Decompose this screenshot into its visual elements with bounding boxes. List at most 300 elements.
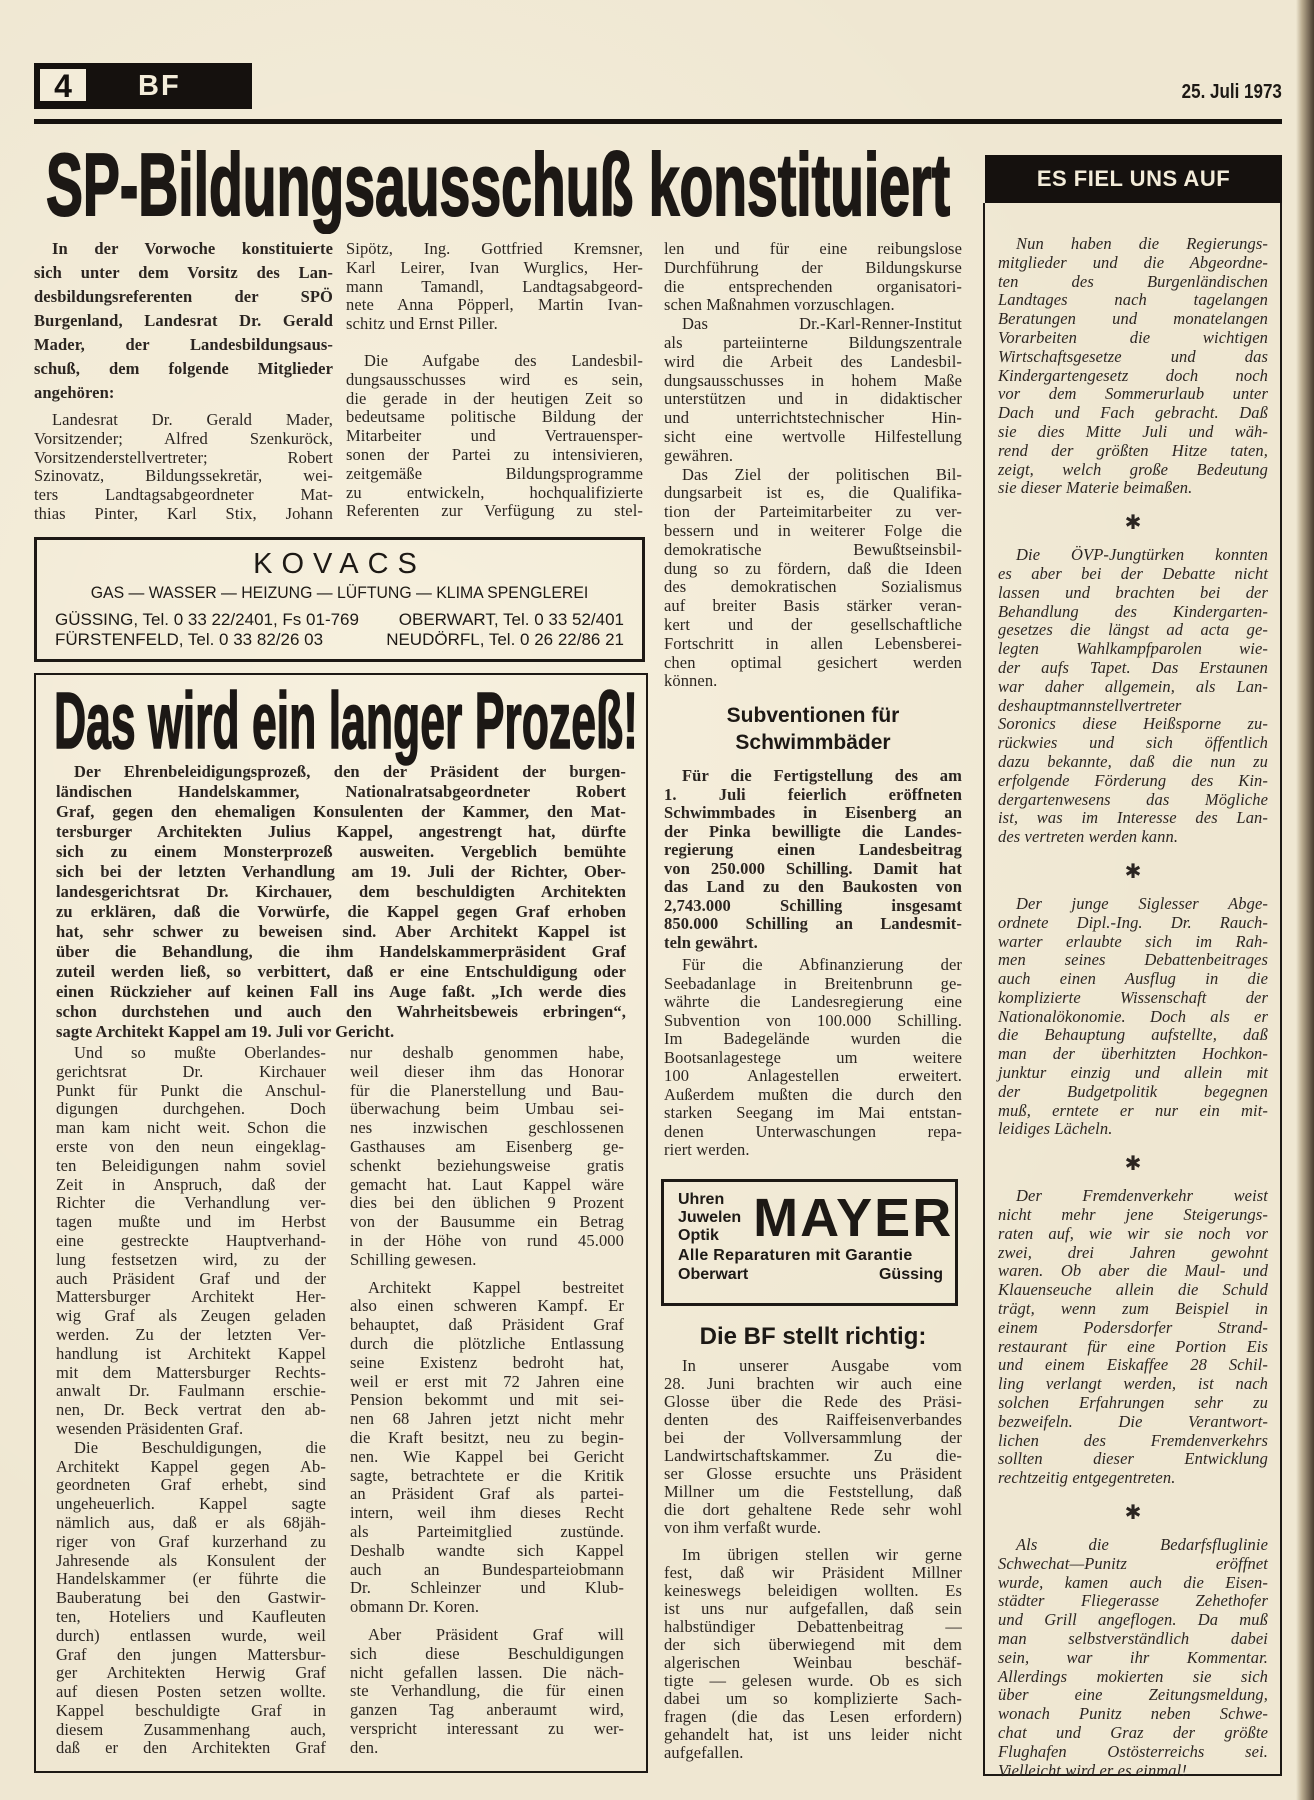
text-line: auf diesen Posten setzen wollte.: [56, 1682, 326, 1702]
text-line: fragen (die das Lesen erfordern): [664, 1707, 962, 1726]
paragraph: [664, 956, 962, 1160]
text-line: nen, Dr. Beck vertrat den ab-: [56, 1400, 326, 1420]
text-line: zeitgemäße Bildungsprogramme: [346, 463, 643, 483]
text-line: zu erklären, daß die Vorwürfe, die Kappel gegen Graf erhoben: [56, 902, 626, 921]
text-line: mitglieder und die Abgeordne-: [998, 252, 1268, 272]
text-line: rechtzeitig entgegentreten.: [998, 1468, 1176, 1488]
text-line: Behandlung des Kindergarten-: [998, 601, 1268, 621]
text-line: des demokratischen Sozialismus: [664, 577, 962, 597]
text-line: in der Höhe von rund 45.000: [350, 1230, 624, 1250]
text-line: tigte — gelesen wurde. Ob es sich: [664, 1671, 962, 1690]
text-line: ist uns nur aufgefallen, daß sein: [664, 1599, 962, 1618]
text-line: dungsarbeit ist es, die Qualifika-: [664, 483, 962, 503]
text-line: 100 Anlagestellen erweitert.: [664, 1066, 962, 1085]
ad-location: OBERWART, Tel. 0 33 52/401: [398, 610, 624, 629]
text-line: digungen durchgehen. Doch: [56, 1099, 326, 1119]
article3-headline-line: Schwimmbäder: [735, 731, 891, 754]
mayer-advertisement: [661, 1179, 958, 1306]
paragraph: [664, 1357, 962, 1537]
text-line: denten des Raiffeisenverbandes: [664, 1410, 962, 1429]
text-line: bei der Vollversammlung der: [664, 1428, 962, 1447]
text-line: Die Beschuldigungen, die: [74, 1437, 326, 1457]
text-line: zwei, drei Jahren gewohnt: [998, 1242, 1268, 1262]
text-line: die dort gehaltene Rede sehr wohl: [664, 1500, 962, 1519]
text-line: Punkt für Punkt die Anschul-: [56, 1080, 326, 1100]
text-line: gewähren.: [664, 445, 734, 465]
article2-headline-text: Das wird ein langer Prozeß!: [54, 682, 638, 765]
text-line: schon durchstehen und auch den Wahrheitsbeweis erbringen“,: [56, 1002, 626, 1021]
text-line: Seebadanlage in Breitenbrunn ge-: [664, 973, 962, 993]
text-line: diesem Zusammenhang auch,: [56, 1719, 326, 1739]
text-line: nicht gefallen lassen. Die näch-: [350, 1662, 624, 1682]
ad-repair-text: Alle Reparaturen mit Garantie: [678, 1247, 913, 1264]
text-line: men seines Debattenbeitrages: [998, 950, 1268, 970]
text-line: nämlich aus, daß er als 68jäh-: [56, 1512, 326, 1532]
text-line: das Land zu den Baukosten von: [664, 877, 962, 896]
text-line: dung so zu fördern, daß die Ideen: [664, 558, 962, 578]
text-line: Pension bekommt und mit sei-: [350, 1390, 624, 1410]
text-line: des vertreten werden kann.: [998, 827, 1179, 847]
text-line: nete Anna Pöpperl, Martin Ivan-: [346, 295, 643, 315]
text-line: wesenden Präsidenten Graf.: [56, 1418, 244, 1438]
text-line: Richter die Verhandlung ver-: [56, 1193, 326, 1213]
text-line: die Kraft besitzt, neu zu begin-: [350, 1427, 624, 1447]
text-line: ist, was im Interesse des Lan-: [998, 808, 1268, 828]
text-line: geordneten Graf erhebt, sind: [56, 1475, 326, 1495]
text-line: Und so mußte Oberlandes-: [74, 1043, 326, 1062]
text-line: die entsprechenden organisatori-: [664, 276, 962, 296]
text-line: ste Verhandlung, die für einen: [350, 1681, 624, 1701]
text-line: hat, sehr schwer zu beweisen sind. Aber Architekt Kappel ist: [56, 922, 626, 941]
text-line: Vorsitzender; Alfred Szenkuröck,: [34, 428, 333, 448]
text-line: wonach Punitz neben Schwe-: [998, 1704, 1268, 1724]
text-line: sicht eine wertvolle Hilfestellung: [664, 426, 962, 446]
issue-date: 25. Juli 1973: [1181, 81, 1282, 103]
text-line: nicht mehr jene Steigerungs-: [998, 1205, 1268, 1225]
text-line: rückwies und sich öffentlich: [998, 733, 1268, 753]
text-line: Jahresende als Konsulent der: [56, 1550, 326, 1570]
text-line: Mitarbeiter und Vertrauensper-: [346, 426, 643, 446]
text-line: Beratungen und monatelangen: [998, 309, 1268, 329]
article1-headline: [44, 148, 956, 234]
text-line: aufgefallen.: [664, 1743, 744, 1762]
article2-column-2: [350, 1044, 624, 1757]
text-line: handlung ist Architekt Kappel: [56, 1343, 326, 1363]
text-line: algerischen Weinbau beschäf-: [664, 1653, 962, 1672]
page-number: 4: [38, 67, 88, 103]
text-line: mit dem Mattersburger Rechts-: [56, 1362, 326, 1382]
paragraph: [346, 352, 643, 521]
text-line: 1. Juli feierlich eröffneten: [664, 784, 962, 804]
section-name: BF: [138, 70, 181, 102]
text-line: ser Glosse ersuchte uns Präsident: [664, 1464, 962, 1483]
text-line: Kindergartengesetz doch noch: [998, 365, 1268, 385]
text-line: Schwechat—Punitz eröffnet: [998, 1553, 1268, 1573]
text-line: Zeit in Anspruch, daß der: [56, 1174, 326, 1194]
ad-company-name: KOVACS: [253, 548, 426, 580]
sidebar-item: [998, 1187, 1268, 1488]
text-line: werden. Zu der letzten Ver-: [56, 1324, 326, 1344]
text-line: Im Badegelände wurden die: [664, 1029, 962, 1048]
text-line: Für die Abfinanzierung der: [682, 955, 962, 974]
text-line: Bootsanlagestege um weitere: [664, 1047, 962, 1067]
ad-company-name: MAYER: [753, 1188, 954, 1248]
text-line: Im übrigen stellen wir gerne: [682, 1545, 962, 1564]
text-line: dies bei den üblichen 9 Prozent: [350, 1193, 624, 1213]
text-line: mann Tamandl, Landtagsabgeord-: [346, 276, 643, 296]
text-line: Klauenseuche allein die Schuld: [998, 1280, 1268, 1300]
text-line: Schilling gewesen.: [350, 1249, 477, 1269]
text-line: und unterrichtstechnischer Hin-: [664, 408, 962, 428]
text-line: trägt, wenn zum Beispiel in: [998, 1299, 1268, 1319]
text-line: unterstützen und in didaktischer: [664, 389, 962, 409]
text-line: rend der größten Hitze taten,: [998, 440, 1268, 460]
text-line: durch die plötzliche Entlassung: [350, 1333, 624, 1353]
text-line: sich unter dem Vorsitz des Lan-: [34, 263, 333, 282]
text-line: solchen Erfahrungen sehr zu: [998, 1393, 1268, 1413]
article2-headline: [52, 682, 642, 768]
article1-column-3: [664, 240, 962, 691]
text-line: verspricht interessant zu wer-: [350, 1718, 624, 1738]
text-line: erfolgende Förderung des Kin-: [998, 770, 1268, 790]
text-line: raten auf, wie wir sie noch vor: [998, 1223, 1268, 1243]
paragraph: [56, 1044, 326, 1439]
text-line: zeigt, welch große Bedeutung: [998, 459, 1268, 479]
text-line: nen. Wie Kappel bei Gericht: [350, 1446, 624, 1466]
text-line: der Budgetpolitik begegnen: [998, 1081, 1268, 1101]
article1-column-2: [346, 240, 643, 521]
paragraph: [664, 466, 962, 692]
paragraph: [56, 762, 626, 1042]
text-line: gemacht hat. Laut Kappel wäre: [350, 1174, 624, 1194]
text-line: Graf, gegen den ehemaligen Konsulenten der Kammer, den Mat-: [56, 802, 626, 821]
separator-star-icon: ✱: [1124, 1151, 1142, 1176]
ad-location: Güssing: [878, 1266, 943, 1283]
text-line: gehandelt hat, ist uns leider nicht: [664, 1725, 962, 1744]
text-line: anwalt Dr. Faulmann erschie-: [56, 1381, 326, 1401]
text-line: durch) entlassen wurde, weil: [56, 1625, 326, 1645]
text-line: tagen mußte und im Herbst: [56, 1212, 326, 1232]
text-line: auch einen Ausflug in die: [998, 969, 1268, 989]
text-line: Landwirtschaftskammer. Zu die-: [664, 1446, 962, 1465]
text-line: dungsausschusses in hohem Maße: [664, 370, 962, 390]
separator-star-icon: ✱: [1124, 1500, 1142, 1525]
text-line: die Behauptung aufstellte, daß: [998, 1025, 1268, 1045]
text-line: auch Präsident Graf und der: [56, 1268, 326, 1288]
text-line: 850.000 Schilling an Landesmit-: [664, 914, 962, 933]
paragraph: [664, 315, 962, 465]
text-line: Glosse über die Rede des Präsi-: [664, 1392, 962, 1411]
text-line: ungeheuerlich. Kappel sagte: [56, 1494, 326, 1514]
ad-location-row: [37, 610, 642, 630]
text-line: schen Maßnahmen vorzuschlagen.: [664, 295, 895, 315]
kovacs-advertisement: [34, 537, 645, 662]
text-line: Außerdem mußten die durch den: [664, 1084, 962, 1104]
text-line: Nun haben die Regierungs-: [1016, 234, 1268, 253]
text-line: 28. Juni brachten wir auch eine: [664, 1374, 962, 1393]
paragraph: [350, 1626, 624, 1758]
text-line: angehören:: [34, 383, 115, 402]
text-line: Landesrat Dr. Gerald Mader,: [52, 410, 333, 429]
sidebar-items: [998, 235, 1268, 1780]
text-line: weil dieser ihm das Honorar: [350, 1061, 624, 1081]
text-line: regierung einen Landesbeitrag: [664, 840, 962, 859]
text-line: Der junge Siglesser Abge-: [1016, 893, 1268, 913]
text-line: über die Behandlung, die ihm Handelskammerpräsident Graf: [56, 942, 626, 961]
text-line: kert und der gesellschaftliche: [664, 614, 962, 634]
text-line: Das Ziel der politischen Bil-: [682, 464, 962, 484]
text-line: ordnete Dipl.-Ing. Dr. Rauch-: [998, 912, 1268, 932]
text-line: Nationalökonomie. Doch als er: [998, 1006, 1268, 1026]
text-line: landesgerichtsrat Dr. Kirchauer, dem beschuldigten Architekten: [56, 882, 626, 901]
text-line: wird die Arbeit des Landesbil-: [664, 351, 962, 371]
text-line: fest, daß wir Präsident Millner: [664, 1563, 962, 1582]
text-line: also einen schweren Kampf. Er: [350, 1296, 624, 1316]
text-line: Kappel beschuldigte Graf in: [56, 1700, 326, 1720]
paragraph: [350, 1044, 624, 1270]
text-line: Szinovatz, Bildungssekretär, wei-: [34, 466, 333, 486]
text-line: demokratische Bewußtseinsbil-: [664, 539, 962, 559]
text-line: Fortschritt in allen Lebensberei-: [664, 633, 962, 653]
text-line: Soronics diese Heißsporne zu-: [998, 714, 1268, 734]
article3-body: [664, 767, 962, 1160]
text-line: ten Beleidigungen nahm soviel: [56, 1155, 326, 1175]
separator-star-icon: ✱: [1124, 510, 1142, 535]
text-line: sein, war ihr Kommentar.: [998, 1647, 1268, 1667]
ad-location: NEUDÖRFL, Tel. 0 26 22/86 21: [386, 630, 624, 649]
text-line: der sich überwiegend mit dem: [664, 1635, 962, 1654]
text-line: bezweifeln. Die Verantwort-: [998, 1411, 1268, 1431]
text-line: und Grill angeflogen. Da muß: [998, 1610, 1268, 1630]
paragraph: [664, 240, 962, 315]
text-line: bessern und in weiterer Folge die: [664, 520, 962, 540]
text-line: weil er erst mit 72 Jahren eine: [350, 1371, 624, 1391]
text-line: Vielleicht wird er es einmal!: [998, 1760, 1187, 1780]
text-line: leidiges Lächeln.: [998, 1119, 1113, 1139]
text-line: wurde, kamen auch die Eisen-: [998, 1572, 1268, 1592]
text-line: restaurant für eine Portion Eis: [998, 1336, 1268, 1356]
header-rule: [34, 119, 1282, 124]
separator-star-icon: ✱: [1124, 858, 1142, 883]
text-line: lichen des Fremdenverkehrs: [998, 1430, 1268, 1450]
paragraph: [664, 767, 962, 952]
text-line: sagte Architekt Kappel am 19. Juli vor Gericht.: [56, 1022, 395, 1041]
text-line: chen optimal gesichert werden: [664, 652, 962, 672]
text-line: ling verlangt werden, ist nach: [998, 1374, 1268, 1394]
text-line: von 250.000 Schilling. Damit hat: [664, 858, 962, 878]
text-line: len und für eine reibungslose: [664, 239, 962, 258]
text-line: wig Graf als Zeugen geladen: [56, 1306, 326, 1326]
text-line: 2,743.000 Schilling insgesamt: [664, 895, 962, 915]
text-line: tion der Parteimitarbeiter zu ver-: [664, 502, 962, 522]
text-line: der aufs Tapet. Das Erstaunen: [998, 657, 1268, 677]
text-line: an Präsident Graf als partei-: [350, 1484, 624, 1504]
text-line: dungsausschusses wird es sein,: [346, 369, 643, 389]
article1-column-1: [34, 237, 333, 524]
text-line: riger von Graf kurzerhand zu: [56, 1531, 326, 1551]
text-line: Handelskammer (er führte die: [56, 1569, 326, 1589]
text-line: chat und Graz der größte: [998, 1722, 1268, 1742]
sidebar-item: [998, 235, 1268, 498]
text-line: Aber Präsident Graf will: [368, 1624, 624, 1644]
article1-headline-text: SP-Bildungsausschuß konstituiert: [46, 148, 950, 234]
paragraph: [346, 240, 643, 334]
text-line: dazu bekannte, daß die nun zu: [998, 751, 1268, 771]
ad-location-row: [37, 630, 642, 650]
text-line: daß er den Architekten Graf: [56, 1738, 326, 1758]
text-line: lung festsetzen wird, zu der: [56, 1249, 326, 1269]
text-line: der Pinka bewilligte die Landes-: [664, 821, 962, 841]
ad-product: Optik: [678, 1227, 719, 1244]
text-line: man kam nicht weit. Schon die: [56, 1118, 326, 1138]
text-line: junktur einzig und allein mit: [998, 1063, 1268, 1083]
ad-product: Juwelen: [678, 1209, 742, 1226]
text-line: sollten dieser Entwicklung: [998, 1449, 1268, 1469]
text-line: Karl Leirer, Ivan Wurglics, Her-: [346, 257, 643, 277]
text-line: sie dieser Materie beimaßen.: [998, 478, 1193, 498]
text-line: sonen der Partei zu intensivieren,: [346, 444, 643, 464]
text-line: Der Fremdenverkehr weist: [1016, 1186, 1268, 1206]
article2-column-1: [56, 1044, 326, 1758]
text-line: desbildungsreferenten der SPÖ: [34, 287, 333, 306]
text-line: Durchführung der Bildungskurse: [664, 257, 962, 277]
text-line: thias Pinter, Karl Stix, Johann: [34, 503, 333, 523]
text-line: gesetzes die längst ad acta ge-: [998, 620, 1268, 640]
paragraph: [34, 411, 333, 524]
text-line: erste von den neun eingeklag-: [56, 1136, 326, 1156]
sidebar-item: [998, 546, 1268, 847]
text-line: von ihm verfaßt wurde.: [664, 1518, 822, 1537]
text-line: sie dies Mitte Juli und wäh-: [998, 421, 1268, 441]
text-line: denen Unterwaschungen repa-: [664, 1121, 962, 1141]
text-line: gerichtsrat Dr. Kirchauer: [56, 1061, 326, 1081]
text-line: Dach und Fach gebracht. Daß: [998, 403, 1268, 423]
sidebar-item: [998, 1536, 1268, 1780]
text-line: legten Wahlkampfparolen wie-: [998, 639, 1268, 659]
text-line: können.: [664, 671, 718, 691]
text-line: man selbstverständlich dabei: [998, 1629, 1268, 1648]
text-line: ganzen Tag anberaumt wird,: [350, 1700, 624, 1720]
text-line: zu entwickeln, hochqualifizierte: [346, 482, 643, 502]
text-line: Schwimmbades in Eisenberg an: [664, 803, 962, 822]
text-line: Für die Fertigstellung des am: [682, 766, 962, 785]
text-line: In der Vorwoche konstituierte: [52, 239, 333, 258]
text-line: den.: [350, 1737, 379, 1757]
sidebar-title: ES FIEL UNS AUF: [985, 155, 1282, 203]
text-line: deshauptmannstellvertreter: [998, 695, 1182, 715]
text-line: Als die Bedarfsfluglinie: [1016, 1535, 1268, 1555]
text-line: Deshalb wandte sich Kappel: [350, 1540, 624, 1560]
text-line: auch an Bundesparteiobmann: [350, 1559, 624, 1579]
text-line: behauptet, daß Präsident Graf: [350, 1315, 624, 1335]
ad-location: Oberwart: [678, 1266, 749, 1283]
text-line: intern, weil ihm dieses Recht: [350, 1503, 624, 1523]
text-line: Dr. Schleinzer und Klub-: [350, 1578, 624, 1598]
text-line: ters Landtagsabgeordneter Mat-: [34, 485, 333, 505]
text-line: schitz und Ernst Piller.: [346, 314, 498, 334]
text-line: Landtages nach tagelangen: [998, 290, 1268, 310]
sidebar-item: [998, 895, 1268, 1139]
text-line: Architekt Kappel bestreitet: [368, 1277, 624, 1297]
text-line: Subvention von 100.000 Schilling.: [664, 1010, 962, 1030]
text-line: sich diese Beschuldigungen: [350, 1643, 624, 1663]
text-line: Gasthauses am Eisenberg ge-: [350, 1136, 624, 1156]
text-line: Der Ehrenbeleidigungsprozeß, den der Präsident der burgen-: [74, 762, 626, 781]
paragraph: [664, 1546, 962, 1762]
text-line: sich bei der letzten Verhandlung am 19. Juli der Richter, Ober-: [56, 862, 626, 881]
text-line: halbstündiger Debattenbeitrag —: [664, 1617, 962, 1636]
text-line: komplizierte Wissenschaft der: [998, 987, 1268, 1007]
text-line: war daher allgemein, als Lan-: [998, 676, 1268, 696]
text-line: überwachung beim Umbau sei-: [350, 1099, 624, 1119]
text-line: als parteiinterne Bildungszentrale: [664, 332, 962, 352]
text-line: Vorarbeiten die wichtigen: [998, 327, 1268, 347]
text-line: eine gestreckte Hauptverhand-: [56, 1230, 326, 1250]
text-line: lassen und brachten bei der: [998, 582, 1268, 602]
text-line: sagte, betrachtete er die Kritik: [350, 1465, 624, 1485]
text-line: starken Seegang im Mai entstan-: [664, 1103, 962, 1122]
ad-location: GÜSSING, Tel. 0 33 22/2401, Fs 01-769: [55, 610, 359, 629]
text-line: Das Dr.-Karl-Renner-Institut: [682, 314, 962, 334]
text-line: währte die Landesregierung eine: [664, 992, 962, 1011]
text-line: nes inzwischen geschlossenen: [350, 1118, 624, 1138]
text-line: dabei um so komplizierte Sach-: [664, 1689, 962, 1708]
text-line: seine Existenz bedroht hat,: [350, 1352, 624, 1372]
text-line: warter erlaubte sich im Rah-: [998, 931, 1268, 951]
ad-services: GAS — WASSER — HEIZUNG — LÜFTUNG — KLIMA SPENGLEREI: [90, 583, 589, 602]
text-line: Mader, der Landesbildungsaus-: [34, 335, 333, 354]
text-line: Graf den jungen Mattersbur-: [56, 1644, 326, 1664]
text-line: ten des Burgenländischen: [998, 271, 1268, 291]
article4-body: [664, 1357, 962, 1762]
text-line: für die Planerstellung und Bau-: [350, 1080, 624, 1100]
ad-products: [678, 1191, 741, 1245]
text-line: einem Podersdorfer Strand-: [998, 1317, 1268, 1337]
text-line: Referenten zur Verfügung zu stel-: [346, 501, 643, 521]
article3-headline: [664, 702, 962, 756]
text-line: die gerade in der heutigen Zeit so: [346, 388, 643, 408]
text-line: von der Bausumme ein Betrag: [350, 1212, 624, 1232]
text-line: keineswegs beleidigen wollten. Es: [664, 1581, 962, 1600]
text-line: schenkt beziehungsweise gratis: [350, 1155, 624, 1175]
text-line: auf breiter Basis stärker veran-: [664, 596, 962, 616]
text-line: ger Architekten Herwig Graf: [56, 1663, 326, 1683]
text-line: nen 68 Jahren jetzt nicht mehr: [350, 1409, 624, 1429]
text-line: dergartenwesens das Mögliche: [998, 789, 1268, 809]
text-line: Bauberatung bei den Gastwir-: [56, 1588, 326, 1608]
paragraph: [56, 1439, 326, 1759]
text-line: In unserer Ausgabe vom: [682, 1356, 962, 1375]
text-line: waren. Ob aber die Maul- und: [998, 1261, 1268, 1281]
text-line: Architekt Kappel gegen Ab-: [56, 1456, 326, 1476]
ad-product: Uhren: [678, 1191, 725, 1208]
text-line: Die ÖVP-Jungtürken konnten: [1016, 545, 1268, 565]
text-line: obmann Dr. Koren.: [350, 1597, 480, 1617]
ad-location: FÜRSTENFELD, Tel. 0 33 82/26 03: [55, 630, 324, 649]
paragraph: [34, 237, 333, 405]
text-line: bedeutsame politische Bildung der: [346, 407, 643, 427]
text-line: sich zu einem Monsterprozeß ausweiten. Vergeblich bemühte: [56, 842, 626, 861]
text-line: man der überhitzten Hochkon-: [998, 1044, 1268, 1064]
text-line: und einem Eiskaffee 28 Schil-: [998, 1355, 1268, 1375]
text-line: riert werden.: [664, 1140, 750, 1159]
text-line: zuteil werden ließ, so verbittert, daß er eine Entschuldigung oder: [56, 962, 626, 981]
text-line: muß, erntete er nur ein mit-: [998, 1100, 1268, 1120]
text-line: ten, Hoteliers und Kaufleuten: [56, 1606, 326, 1626]
text-line: Allerdings mokierten sie sich: [998, 1666, 1268, 1686]
text-line: Sipötz, Ing. Gottfried Kremsner,: [346, 239, 643, 258]
article3-headline-line: Subventionen für: [726, 704, 900, 727]
